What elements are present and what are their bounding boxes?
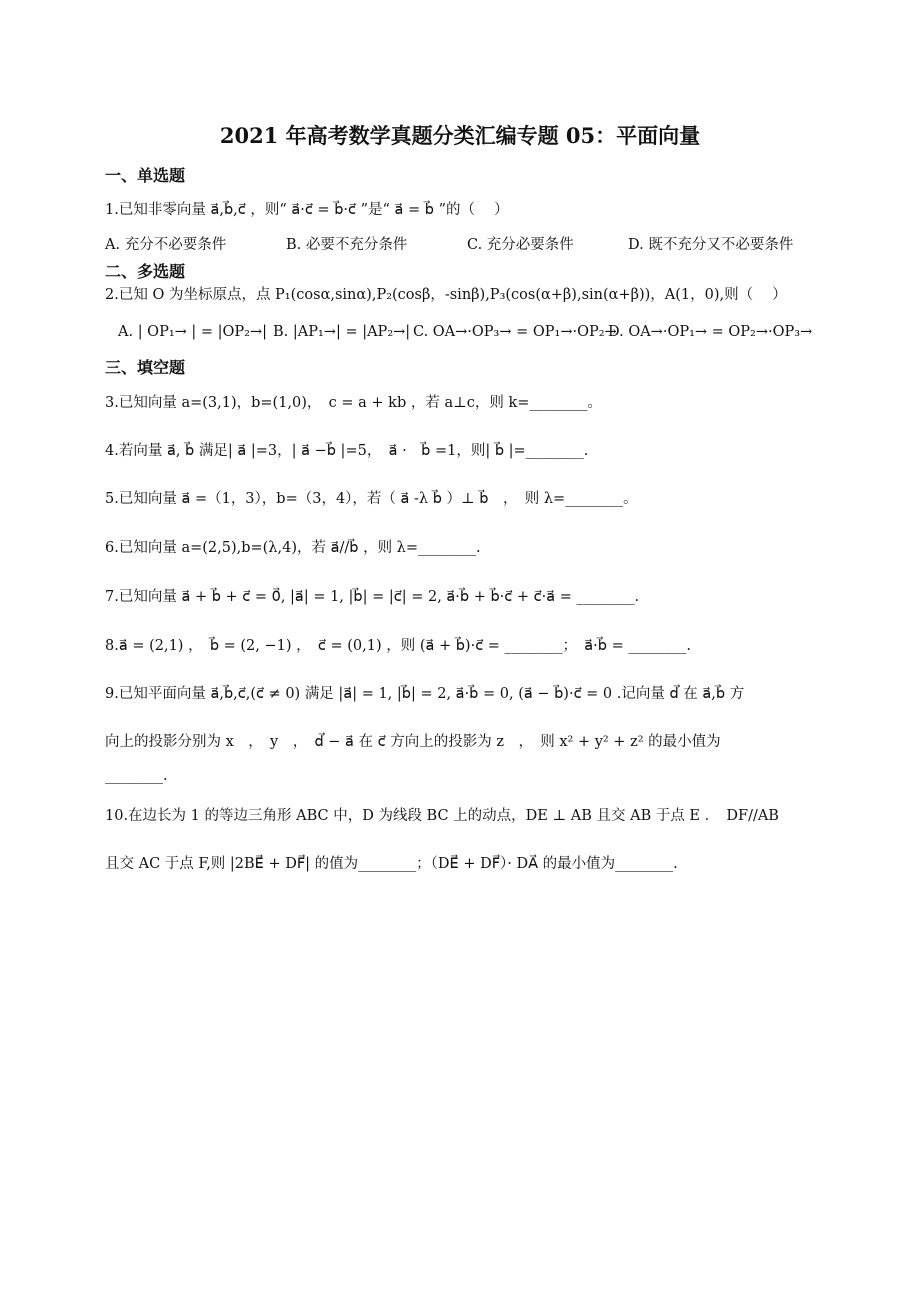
question-1-stem: 1.已知非零向量 a⃗,b⃗,c⃗ ，则“ a⃗·c⃗ = b⃗·c⃗ ”是“ a⃗ = b⃗ ”的（ ） xyxy=(105,202,509,218)
question-2-option-b: B. |AP₁→| = |AP₂→| xyxy=(273,324,411,340)
question-9-line-3: ________. xyxy=(105,768,168,784)
section-heading-multiple-choice: 二、多选题 xyxy=(105,262,186,281)
question-10-line-2: 且交 AC 于点 F,则 |2BE⃗ + DF⃗| 的值为________；（DE⃗ + DF⃗）· DA⃗ 的最小值为________. xyxy=(105,856,678,872)
question-1-option-c: C. 充分必要条件 xyxy=(467,237,574,253)
question-2-option-d: D. OA→·OP₁→ = OP₂→·OP₃→ xyxy=(608,324,813,340)
question-2-option-c: C. OA→·OP₃→ = OP₁→·OP₂→ xyxy=(413,324,617,340)
question-10-line-1: 10.在边长为 1 的等边三角形 ABC 中，D 为线段 BC 上的动点，DE ⊥ AB 且交 AB 于点 E ． DF//AB xyxy=(105,808,779,824)
question-1-option-d: D. 既不充分又不必要条件 xyxy=(628,237,794,253)
section-heading-fill-in: 三、填空题 xyxy=(105,358,186,377)
question-9-line-1: 9.已知平面向量 a⃗,b⃗,c⃗,(c⃗ ≠ 0) 满足 |a⃗| = 1, |b⃗| = 2, a⃗·b⃗ = 0, (a⃗ − b⃗)·c⃗ = 0 .记向量 d⃗ 在 a⃗,b⃗ 方 xyxy=(105,686,745,702)
question-5: 5.已知向量 a⃗ =（1，3），b=（3，4），若（ a⃗ -λ b⃗ ）⊥ b⃗ ， 则 λ=________。 xyxy=(105,491,638,507)
question-7: 7.已知向量 a⃗ + b⃗ + c⃗ = 0⃗, |a⃗| = 1, |b⃗| = |c⃗| = 2, a⃗·b⃗ + b⃗·c⃗ + c⃗·a⃗ = ________. xyxy=(105,589,640,605)
question-4: 4.若向量 a⃗, b⃗ 满足| a⃗ |=3，| a⃗ −b⃗ |=5， a⃗ · b⃗ =1，则| b⃗ |=________. xyxy=(105,443,589,459)
question-3: 3.已知向量 a=(3,1)，b=(1,0)， c = a + kb ，若 a⊥c，则 k=________。 xyxy=(105,395,602,411)
question-6: 6.已知向量 a=(2,5),b=(λ,4)，若 a⃗//b⃗ ，则 λ=________. xyxy=(105,540,481,556)
page-title: 2021 年高考数学真题分类汇编专题 05：平面向量 xyxy=(219,123,701,148)
question-2-option-a: A. | OP₁→ | = |OP₂→| xyxy=(118,324,268,340)
section-heading-single-choice: 一、单选题 xyxy=(105,166,186,185)
question-9-line-2: 向上的投影分别为 x ， y ， d⃗ − a⃗ 在 c⃗ 方向上的投影为 z ， 则 x² + y² + z² 的最小值为 xyxy=(105,734,721,750)
question-1-option-a: A. 充分不必要条件 xyxy=(105,237,227,253)
question-8: 8.a⃗ = (2,1) ， b⃗ = (2, −1) ， c⃗ = (0,1) ，则 (a⃗ + b⃗)·c⃗ = ________； a⃗·b⃗ = ________. xyxy=(105,638,691,654)
question-2-stem: 2.已知 O 为坐标原点，点 P₁(cosα,sinα),P₂(cosβ，-sinβ),P₃(cos(α+β),sin(α+β))，A(1，0),则（ ） xyxy=(105,287,787,303)
question-1-option-b: B. 必要不充分条件 xyxy=(286,237,408,253)
